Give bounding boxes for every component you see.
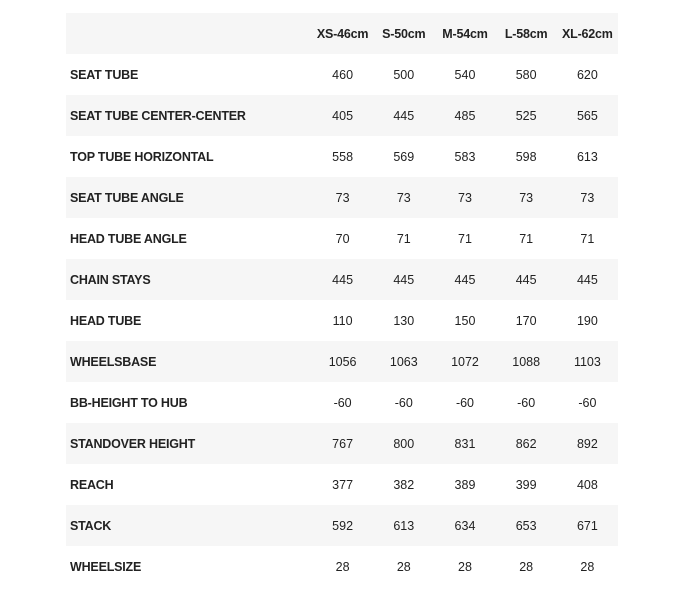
value-cell: 767 xyxy=(312,423,373,464)
size-header-xl: XL-62cm xyxy=(557,13,618,54)
table-row xyxy=(66,218,618,259)
row-label: STANDOVER HEIGHT xyxy=(66,423,312,464)
value-cell: 580 xyxy=(515,67,537,82)
value-cell: 862 xyxy=(496,423,557,464)
table-row xyxy=(66,423,618,464)
row-label: REACH xyxy=(70,477,114,492)
value-cell: 71 xyxy=(458,231,472,246)
value-cell: 445 xyxy=(312,259,373,300)
value-cell: 1103 xyxy=(557,341,618,382)
table-row xyxy=(66,259,618,300)
table-row xyxy=(66,382,618,423)
row-label: SEAT TUBE xyxy=(70,67,139,82)
value-cell: 150 xyxy=(454,313,476,328)
value-cell: 71 xyxy=(580,231,595,246)
value-cell: -60 xyxy=(333,395,352,410)
value-cell: 613 xyxy=(373,505,434,546)
table-row xyxy=(66,505,618,546)
value-cell: 408 xyxy=(576,477,598,492)
value-cell: 28 xyxy=(580,559,595,574)
value-cell: 598 xyxy=(515,149,537,164)
value-cell: 800 xyxy=(373,423,434,464)
table-row xyxy=(66,136,618,177)
value-cell: 445 xyxy=(557,259,618,300)
value-cell: 73 xyxy=(434,177,495,218)
value-cell: 28 xyxy=(458,559,472,574)
value-cell: 130 xyxy=(393,313,415,328)
value-cell: 653 xyxy=(496,505,557,546)
size-header-l: L-58cm xyxy=(496,13,557,54)
value-cell: 73 xyxy=(373,177,434,218)
value-cell: 525 xyxy=(496,95,557,136)
table-row xyxy=(66,341,618,382)
size-header-s: S-50cm xyxy=(373,13,434,54)
value-cell: 831 xyxy=(434,423,495,464)
row-label: HEAD TUBE xyxy=(70,313,142,328)
geometry-table xyxy=(66,13,618,587)
row-label: TOP TUBE HORIZONTAL xyxy=(70,149,214,164)
value-cell: 892 xyxy=(557,423,618,464)
value-cell: 540 xyxy=(454,67,476,82)
value-cell: 28 xyxy=(519,559,534,574)
value-cell: 445 xyxy=(496,259,557,300)
value-cell: 485 xyxy=(434,95,495,136)
row-label: WHEELSIZE xyxy=(70,559,142,574)
row-label: SEAT TUBE CENTER-CENTER xyxy=(66,95,312,136)
value-cell: 28 xyxy=(396,559,411,574)
size-header-xs: XS-46cm xyxy=(312,13,373,54)
table-row xyxy=(66,546,618,587)
value-cell: 445 xyxy=(373,95,434,136)
header-corner-cell xyxy=(66,13,312,54)
value-cell: 445 xyxy=(373,259,434,300)
value-cell: 71 xyxy=(519,231,534,246)
value-cell: 592 xyxy=(312,505,373,546)
header-row xyxy=(66,13,618,54)
row-label: HEAD TUBE ANGLE xyxy=(70,231,187,246)
value-cell: 190 xyxy=(576,313,598,328)
table-row xyxy=(66,177,618,218)
value-cell: 73 xyxy=(496,177,557,218)
value-cell: 28 xyxy=(335,559,350,574)
value-cell: 671 xyxy=(557,505,618,546)
value-cell: 73 xyxy=(557,177,618,218)
row-label: CHAIN STAYS xyxy=(66,259,312,300)
value-cell: -60 xyxy=(578,395,597,410)
value-cell: 445 xyxy=(434,259,495,300)
table-row xyxy=(66,464,618,505)
table-row xyxy=(66,95,618,136)
value-cell: 583 xyxy=(454,149,476,164)
value-cell: 613 xyxy=(576,149,598,164)
value-cell: 377 xyxy=(332,477,354,492)
value-cell: 389 xyxy=(454,477,476,492)
row-label: WHEELSBASE xyxy=(66,341,312,382)
value-cell: 1072 xyxy=(434,341,495,382)
table-row xyxy=(66,54,618,95)
row-label: SEAT TUBE ANGLE xyxy=(66,177,312,218)
value-cell: 405 xyxy=(312,95,373,136)
value-cell: -60 xyxy=(394,395,413,410)
value-cell: 110 xyxy=(332,313,353,328)
value-cell: 71 xyxy=(396,231,411,246)
value-cell: 399 xyxy=(515,477,537,492)
value-cell: 558 xyxy=(332,149,354,164)
value-cell: 460 xyxy=(332,67,354,82)
row-label: BB-HEIGHT TO HUB xyxy=(70,395,188,410)
value-cell: 73 xyxy=(312,177,373,218)
value-cell: 569 xyxy=(393,149,415,164)
size-header-m: M-54cm xyxy=(434,13,495,54)
value-cell: 1056 xyxy=(312,341,373,382)
table-row xyxy=(66,300,618,341)
value-cell: 382 xyxy=(393,477,415,492)
value-cell: 500 xyxy=(393,67,415,82)
value-cell: 620 xyxy=(576,67,598,82)
value-cell: -60 xyxy=(455,395,475,410)
value-cell: 565 xyxy=(557,95,618,136)
value-cell: -60 xyxy=(517,395,536,410)
row-label: STACK xyxy=(66,505,312,546)
value-cell: 170 xyxy=(515,313,537,328)
value-cell: 634 xyxy=(434,505,495,546)
value-cell: 70 xyxy=(335,231,350,246)
value-cell: 1088 xyxy=(496,341,557,382)
value-cell: 1063 xyxy=(373,341,434,382)
